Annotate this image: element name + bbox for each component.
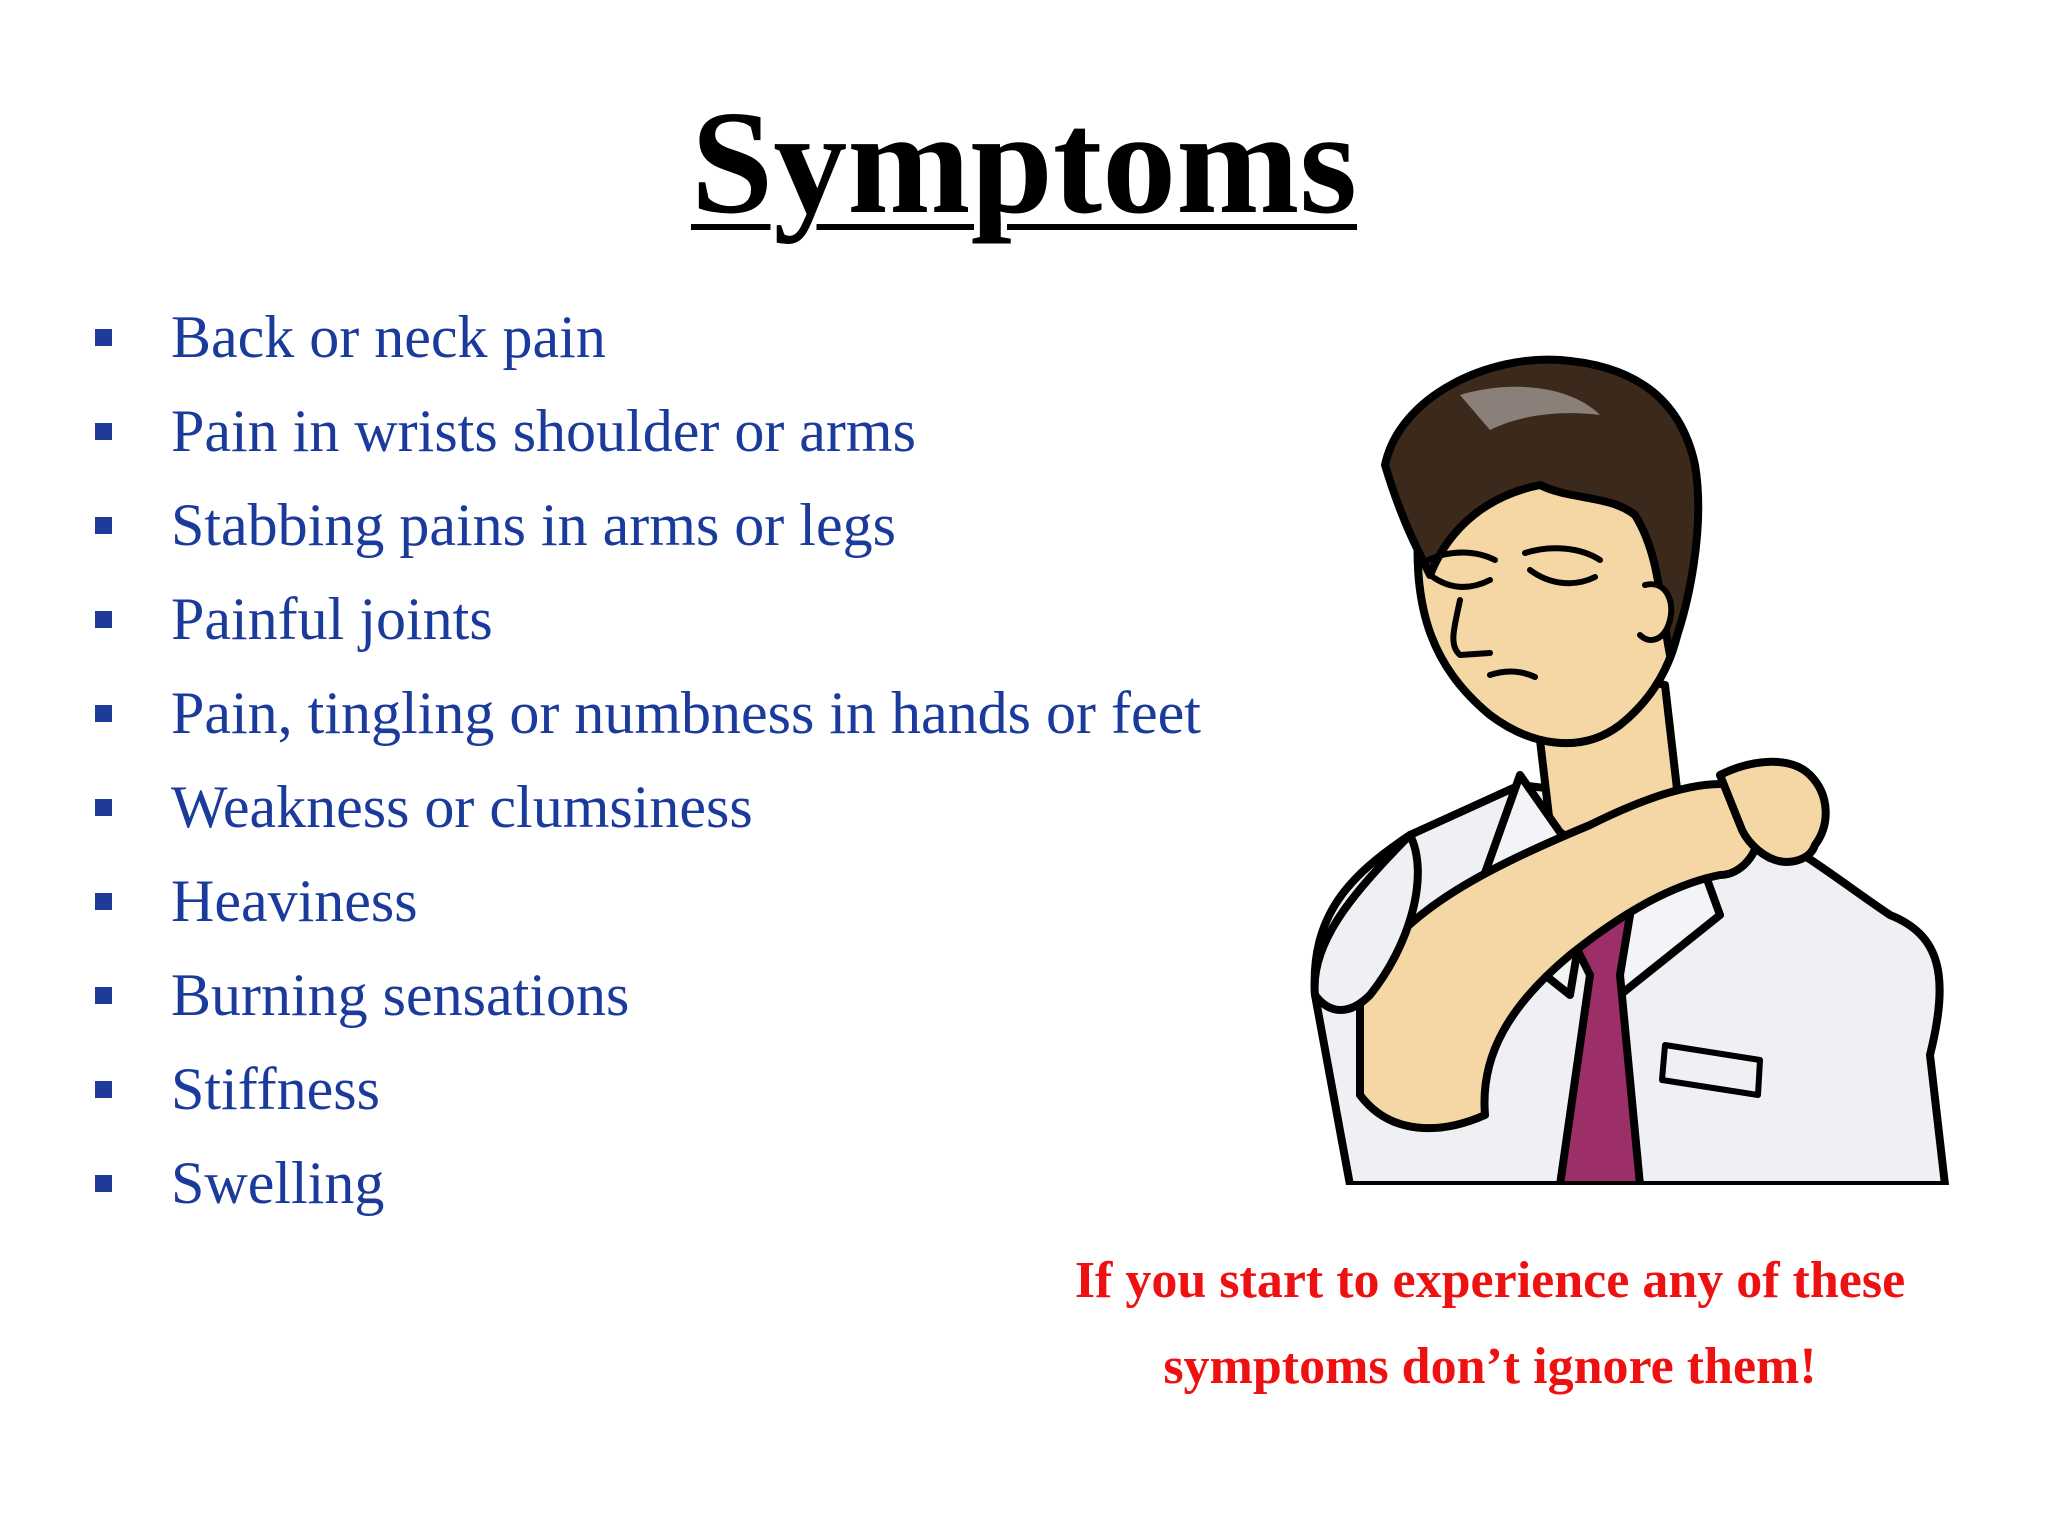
square-bullet-icon [95,611,112,628]
symptom-text: Back or neck pain [171,304,606,370]
list-item [95,1136,1201,1230]
list-item [95,854,1201,948]
list-item [95,384,1201,478]
square-bullet-icon [95,517,112,534]
symptom-text: Pain, tingling or numbness in hands or feet [171,680,1201,746]
man-holding-shoulder-illustration [1290,355,1970,1185]
symptom-text: Weakness or clumsiness [171,774,753,840]
square-bullet-icon [95,987,112,1004]
warning-message [1010,1238,1970,1410]
symptom-text: Stiffness [171,1056,380,1122]
symptom-text: Stabbing pains in arms or legs [171,492,896,558]
square-bullet-icon [95,1081,112,1098]
square-bullet-icon [95,705,112,722]
symptom-text: Heaviness [171,868,418,934]
symptom-text: Painful joints [171,586,493,652]
list-item [95,1042,1201,1136]
slide-title: Symptoms [690,81,1358,245]
list-item [95,760,1201,854]
symptom-text: Swelling [171,1150,385,1216]
symptom-list [95,290,1201,1230]
symptom-text: Pain in wrists shoulder or arms [171,398,916,464]
square-bullet-icon [95,893,112,910]
square-bullet-icon [95,423,112,440]
list-item [95,478,1201,572]
warning-line-1: If you start to experience any of these [1074,1252,1906,1309]
list-item [95,948,1201,1042]
warning-line-2: symptoms don’t ignore them! [1163,1338,1817,1395]
square-bullet-icon [95,329,112,346]
symptom-text: Burning sensations [171,962,630,1028]
list-item [95,666,1201,760]
square-bullet-icon [95,799,112,816]
list-item [95,572,1201,666]
ear-shape [1640,584,1671,640]
square-bullet-icon [95,1175,112,1192]
list-item [95,290,1201,384]
